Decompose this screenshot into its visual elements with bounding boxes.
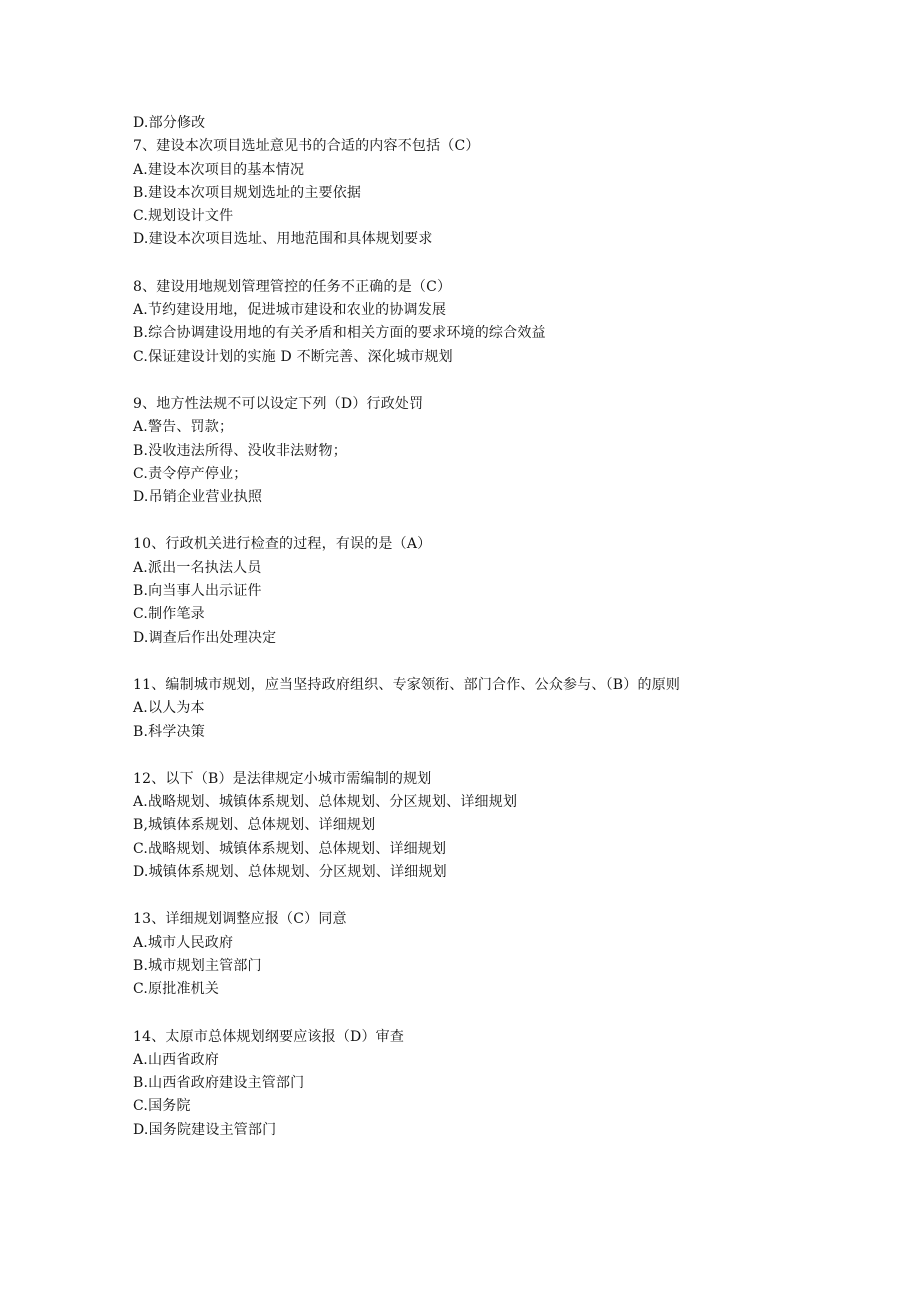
- option-line: C.原批准机关: [133, 981, 220, 998]
- question-block-12: [133, 768, 873, 884]
- option-line: A.以人为本: [133, 700, 205, 717]
- question-text: 9、地方性法规不可以设定下列（D）行政处罚: [133, 395, 424, 412]
- question-block-9: [133, 393, 873, 509]
- question-text: 13、详细规划调整应报（C）同意: [133, 911, 347, 928]
- option-line: B,城镇体系规划、总体规划、详细规划: [133, 817, 376, 834]
- option-line: B.城市规划主管部门: [133, 957, 262, 974]
- option-line: D.城镇体系规划、总体规划、分区规划、详细规划: [133, 864, 447, 881]
- option-line: A.城市人民政府: [133, 934, 234, 951]
- question-block-7: [133, 135, 873, 251]
- option-line: C.战略规划、城镇体系规划、总体规划、详细规划: [133, 840, 447, 857]
- option-line: B.综合协调建设用地的有关矛盾和相关方面的要求环境的综合效益: [133, 325, 546, 342]
- option-line: D.调查后作出处理决定: [133, 629, 277, 646]
- question-text: 10、行政机关进行检查的过程，有误的是（A）: [133, 536, 432, 553]
- option-line: D.建设本次项目选址、用地范围和具体规划要求: [133, 231, 433, 248]
- lead-block: [133, 112, 873, 135]
- question-text: 7、建设本次项目选址意见书的合适的内容不包括（C）: [133, 138, 480, 155]
- option-line: D.部分修改: [133, 115, 206, 131]
- paragraph-gap: [133, 744, 873, 768]
- option-line: C.规划设计文件: [133, 208, 234, 225]
- question-block-10: [133, 533, 873, 649]
- option-line: D.吊销企业营业执照: [133, 489, 263, 506]
- option-line: A.派出一名执法人员: [133, 559, 262, 576]
- option-line: C.保证建设计划的实施 D 不断完善、深化城市规划: [133, 348, 453, 365]
- question-text: 14、太原市总体规划纲要应该报（D）审查: [133, 1028, 405, 1045]
- paragraph-gap: [133, 252, 873, 276]
- paragraph-gap: [133, 509, 873, 533]
- paragraph-gap: [133, 1002, 873, 1026]
- option-line: A.战略规划、城镇体系规划、总体规划、分区规划、详细规划: [133, 794, 518, 811]
- paragraph-gap: [133, 650, 873, 674]
- option-line: A.节约建设用地，促进城市建设和农业的协调发展: [133, 302, 447, 319]
- question-block-8: [133, 276, 873, 369]
- option-line: A.警告、罚款；: [133, 419, 234, 436]
- paragraph-gap: [133, 884, 873, 908]
- option-line: B.向当事人出示证件: [133, 583, 262, 600]
- option-line: C.制作笔录: [133, 606, 205, 623]
- option-line: B.没收违法所得、没收非法财物；: [133, 442, 347, 459]
- question-block-11: [133, 674, 873, 744]
- question-block-13: [133, 908, 873, 1001]
- document-content: [133, 112, 873, 1142]
- option-line: B.科学决策: [133, 723, 205, 740]
- option-line: B.建设本次项目规划选址的主要依据: [133, 184, 362, 201]
- option-line: A.山西省政府: [133, 1051, 219, 1068]
- question-text: 12、以下（B）是法律规定小城市需编制的规划: [133, 770, 432, 787]
- option-line: C.责令停产停业；: [133, 465, 248, 482]
- question-text: 11、编制城市规划，应当坚持政府组织、专家领衔、部门合作、公众参与、（B）的原则: [133, 676, 681, 693]
- question-text: 8、建设用地规划管理管控的任务不正确的是（C）: [133, 278, 452, 295]
- option-line: D.国务院建设主管部门: [133, 1121, 277, 1138]
- question-block-14: [133, 1026, 873, 1142]
- option-line: A.建设本次项目的基本情况: [133, 161, 305, 178]
- paragraph-gap: [133, 369, 873, 393]
- option-line: B.山西省政府建设主管部门: [133, 1075, 305, 1092]
- option-line: C.国务院: [133, 1098, 191, 1115]
